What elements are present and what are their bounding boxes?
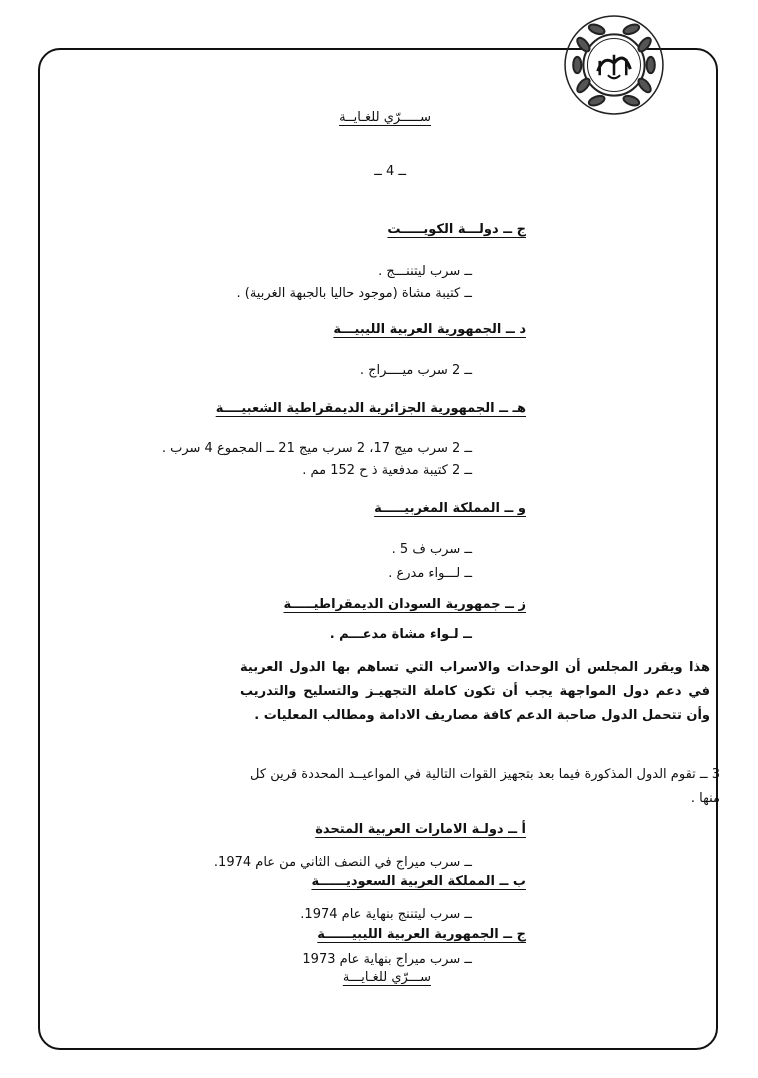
section-heading-sudan: ز ــ جمهورية السودان الديمقراطيـــــة [283, 597, 526, 612]
arab-league-emblem-icon [563, 14, 665, 116]
page-number: ــ 4 ــ [374, 164, 406, 179]
section-heading-morocco: و ــ المملكة المغربيـــــة [374, 501, 526, 516]
list-item: ــ سرب ليتننج بنهاية عام 1974. [300, 907, 472, 922]
subsection-heading-saudi: ب ــ المملكة العربية السعوديــــــة [311, 874, 526, 889]
list-item: ــ كتيبة مشاة (موجود حاليا بالجبهة الغربية) . [236, 286, 472, 301]
council-decision-paragraph: هذا ويقرر المجلس أن الوحدات والاسراب التي تساهم بها الدول العربية في دعم دول المواجهة يجب أن تكون كاملة التجهيـز والتسليح والتدريب وأن تتحمل الدول صاحبة الدعم كافة مصاريف الادامة ومطالب المعليات . [240, 660, 710, 723]
point-3-text: 3 ــ تقوم الدول المذكورة فيما بعد بتجهيز القوات التالية في المواعيــد المحددة قرين كل منها . [250, 767, 720, 806]
classification-header: ســـــرّي للغـايــة [339, 110, 431, 125]
list-item: ــ لـــواء مدرع . [388, 566, 472, 581]
list-item: ــ سرب ميراج بنهاية عام 1973 [302, 952, 472, 967]
list-item: ــ سرب ميراج في النصف الثاني من عام 1974. [213, 855, 472, 870]
list-item: ــ 2 سرب ميج 17، 2 سرب ميج 21 ــ المجموع 4 سرب . [161, 441, 472, 456]
page-border [38, 48, 718, 1050]
list-item: ــ 2 سرب ميــــراج . [359, 363, 472, 378]
subsection-heading-uae: أ ــ دولـة الامارات العربية المتحدة [315, 822, 526, 837]
list-item: ــ 2 كتيبة مدفعية ذ ح 152 مم . [302, 463, 472, 478]
list-item: ــ سرب ليتننـــج . [378, 264, 472, 279]
list-item: ــ سرب ف 5 . [391, 542, 472, 557]
list-item: ــ لـواء مشاة مدعـــم . [329, 627, 472, 642]
section-heading-libya: د ــ الجمهورية العربية الليبيـــة [333, 322, 526, 337]
subsection-heading-libya: ج ــ الجمهورية العربية الليبيــــــة [317, 927, 526, 942]
section-heading-kuwait: ج ــ دولـــة الكويـــــت [387, 222, 526, 237]
classification-footer: ســـرّي للغـايـــة [342, 970, 431, 985]
section-heading-algeria: هـ ــ الجمهورية الجزائرية الديمقراطية الشعبيــــة [215, 401, 526, 416]
